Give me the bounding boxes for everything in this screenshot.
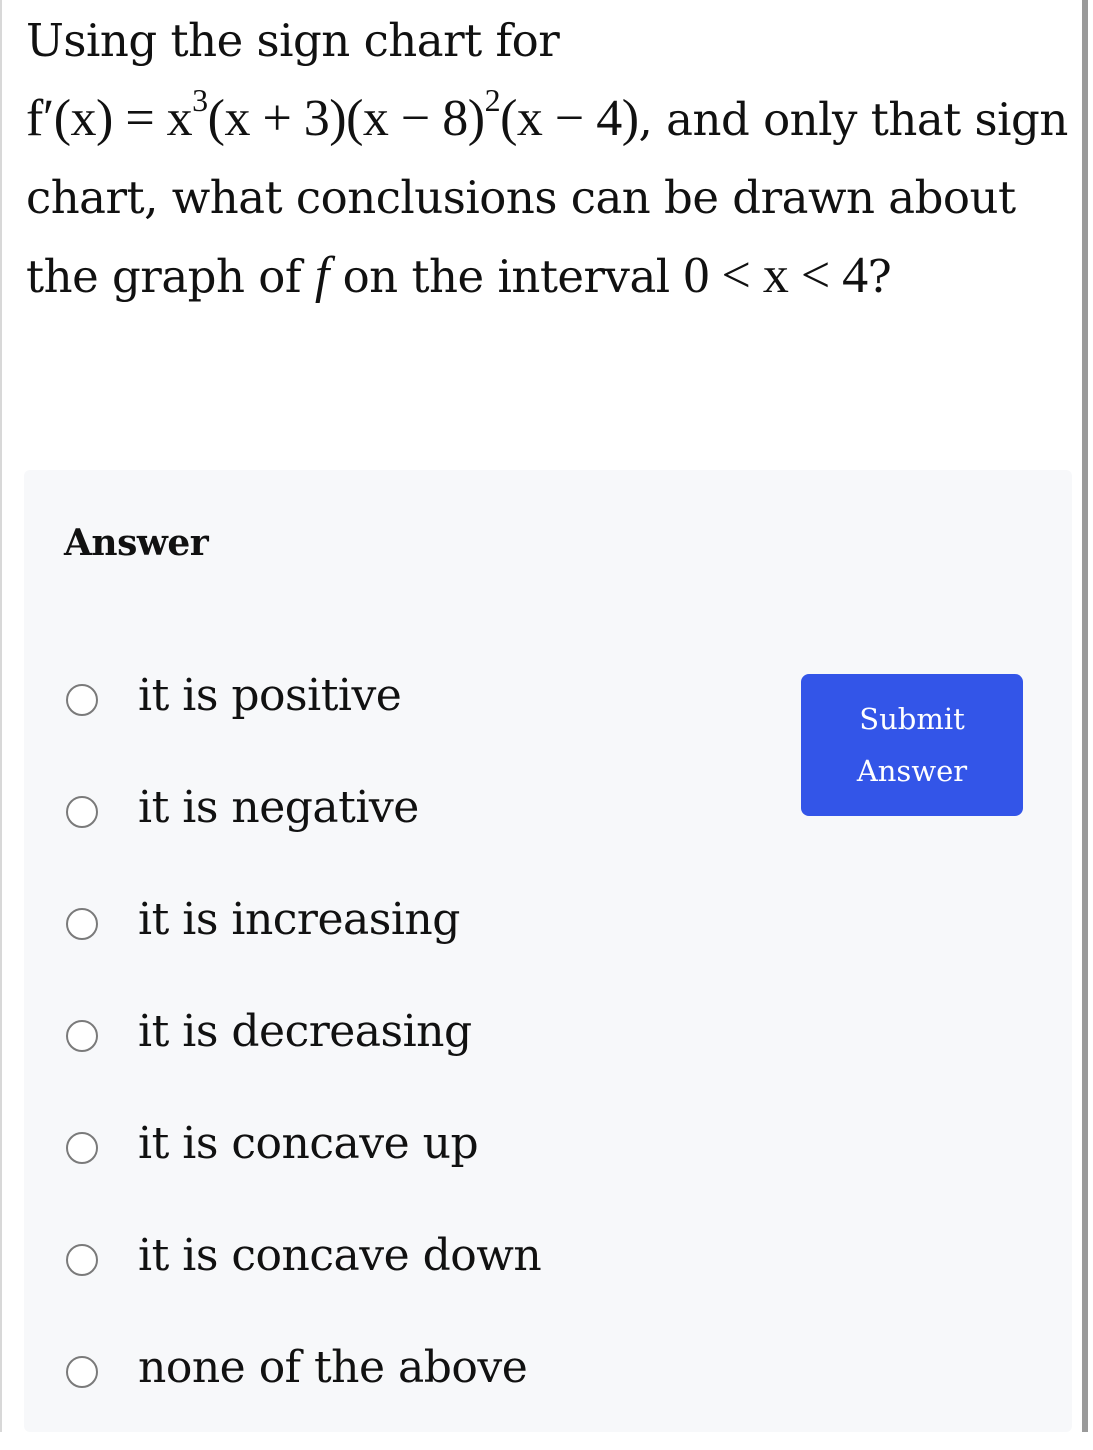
formula-last-factor: (x − 4) <box>500 90 639 147</box>
option-decreasing[interactable] <box>66 1002 541 1114</box>
option-negative[interactable] <box>66 778 541 890</box>
formula-lhs: f′(x) = x <box>26 90 193 147</box>
answer-options <box>66 666 541 1450</box>
formula-factors: (x + 3)(x − 8) <box>207 90 485 147</box>
radio-button[interactable] <box>66 1356 98 1388</box>
interval-prefix: on the interval <box>342 250 670 303</box>
option-label: it is positive <box>138 670 402 721</box>
option-label: it is decreasing <box>138 1006 472 1057</box>
answer-heading: Answer <box>64 522 209 564</box>
left-border <box>0 0 2 1432</box>
option-label: it is concave down <box>138 1230 542 1281</box>
option-label: it is concave up <box>138 1118 479 1169</box>
option-concave-up[interactable] <box>66 1114 541 1226</box>
option-concave-down[interactable] <box>66 1226 541 1338</box>
question-body: , and only that sign chart, what conclusions can be drawn about the graph of <box>26 93 1068 303</box>
option-positive[interactable] <box>66 666 541 778</box>
function-symbol: f <box>314 247 329 304</box>
radio-button[interactable] <box>66 796 98 828</box>
option-increasing[interactable] <box>66 890 541 1002</box>
option-label: none of the above <box>138 1342 528 1393</box>
question-text <box>26 2 1071 316</box>
formula-exponent-1: 3 <box>192 81 208 118</box>
option-none-of-the-above[interactable] <box>66 1338 541 1450</box>
option-label: it is negative <box>138 782 419 833</box>
question-intro: Using the sign chart for <box>26 14 560 67</box>
radio-button[interactable] <box>66 1020 98 1052</box>
submit-answer-button[interactable]: Submit Answer <box>801 674 1023 816</box>
option-label: it is increasing <box>138 894 460 945</box>
radio-button[interactable] <box>66 1244 98 1276</box>
radio-button[interactable] <box>66 684 98 716</box>
radio-button[interactable] <box>66 908 98 940</box>
radio-button[interactable] <box>66 1132 98 1164</box>
question-mark: ? <box>867 250 892 303</box>
interval-math: 0 < x < 4 <box>683 247 868 304</box>
derivative-formula <box>26 81 639 147</box>
formula-exponent-2: 2 <box>484 81 501 118</box>
scrollbar[interactable] <box>1082 0 1088 1432</box>
answer-panel <box>24 470 1072 1432</box>
